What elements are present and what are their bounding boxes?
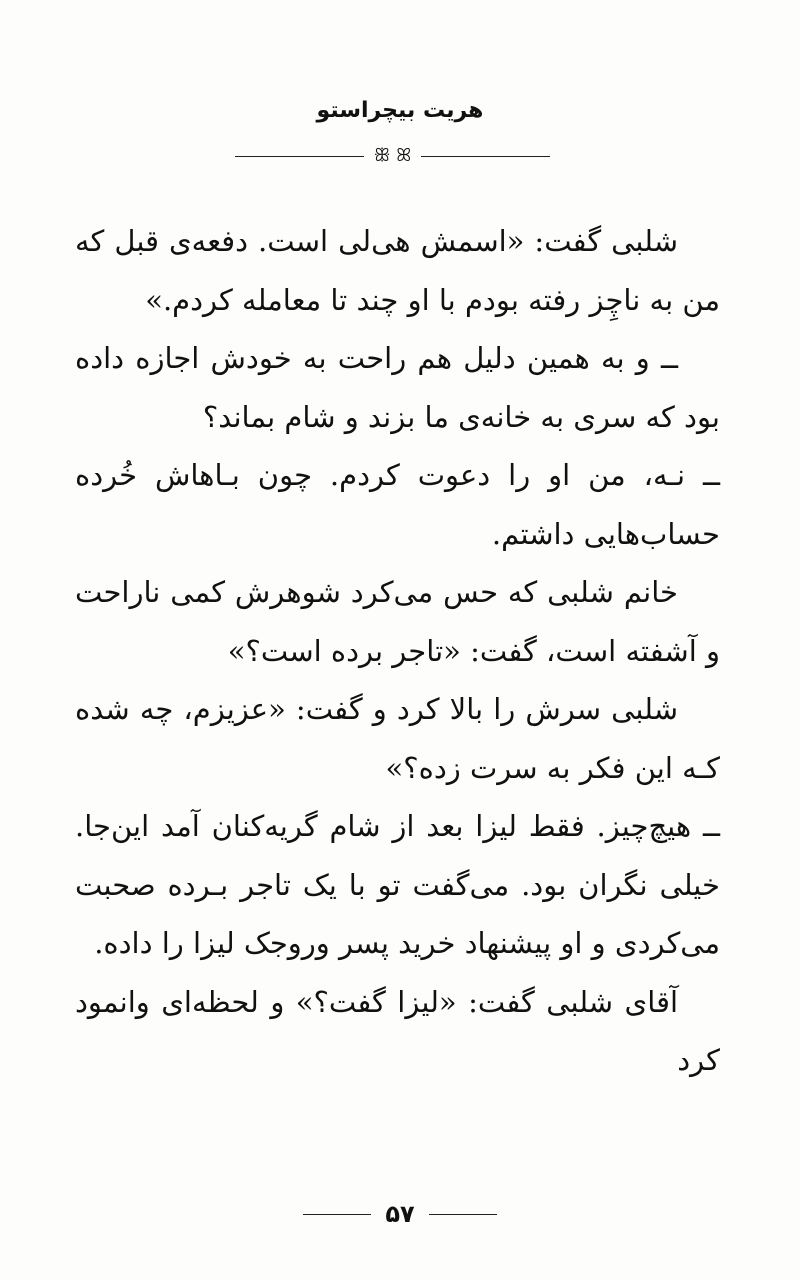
header-ornament	[235, 144, 550, 168]
page-footer	[0, 1200, 800, 1228]
flourish-icon: ꕥ ꕤ	[373, 145, 412, 166]
paragraph: شلبی سرش را بالا کرد و گفت: «عزیزم، چه شده کـه این فکر به سرت زده؟»	[75, 692, 720, 785]
paragraph: ــ و به همین دلیل هم راحت به خودش اجازه داده بود که سری به خانه‌ی ما بزند و شام بماند؟	[75, 341, 720, 434]
ornament-rule-right	[421, 156, 550, 157]
ornament-rule-left	[235, 156, 364, 157]
running-header-title: هریت بیچراستو	[316, 98, 484, 123]
footer-rule-right	[429, 1214, 497, 1215]
page-number: ۵۷	[385, 1200, 415, 1228]
paragraph: شلبی گفت: «اسمش هی‌لی است. دفعه‌ی قبل که من به ناچِز رفته بودم با او چند تا معامله کردم.»	[75, 224, 720, 317]
paragraph: ــ هیچ‌چیز. فقط لیزا بعد از شام گریه‌کنان آمد این‌جا. خیلی نگران بود. می‌گفت تو با یک تاجر بـرده صحبت می‌کردی و او پیشنهاد خرید پسر وروجک لیزا را داده.	[75, 809, 720, 960]
body-text	[75, 212, 720, 1090]
paragraph: خانم شلبی که حس می‌کرد شوهرش کمی ناراحت و آشفته است، گفت: «تاجر برده است؟»	[75, 575, 720, 668]
paragraph: آقای شلبی گفت: «لیزا گفت؟» و لحظه‌ای وانمود کرد	[75, 984, 720, 1077]
paragraph: ــ نـه، من او را دعوت کردم. چون بـاهاش خُرده حساب‌هایی داشتم.	[75, 458, 720, 551]
footer-rule-left	[303, 1214, 371, 1215]
